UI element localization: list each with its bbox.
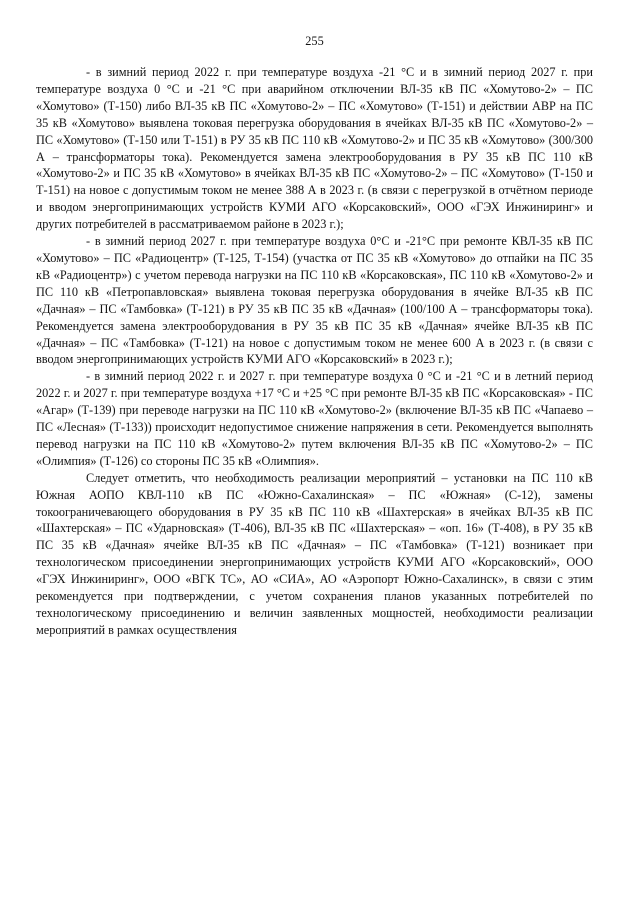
paragraph-dachnaya-overload: - в зимний период 2027 г. при температуре воздуха 0°С и -21°С при ремонте КВЛ-35 кВ ПС «Хомутово» – ПС «Радиоцентр» (Т-125, Т-154) (участка от ПС 35 кВ «Хомутово» до отпайки на ПС 35 кВ «Радиоцентр») с учетом перевода нагрузки на ПС 110 кВ «Корсаковская», ПС 110 кВ «Хомутово-2» и ПС 110 кВ «Петропавловская» выявлена токовая перегрузка оборудования в ячейке ВЛ-35 кВ ПС «Дачная» – ПС «Тамбовка» (Т-121) в РУ 35 кВ ПС 35 кВ «Дачная» (100/100 А – трансформаторы тока). Рекомендуется замена электрооборудования в РУ 35 кВ ПС 35 кВ «Дачная» ячейке ВЛ-35 кВ ПС «Дачная» – ПС «Тамбовка» (Т-121) на новое с допустимым током не менее 600 А в 2023 г. (в связи с вводом энергопринимающих устройств КУМИ АГО «Корсаковский» в 2023 г.); <box>36 234 593 367</box>
paragraph-voltage-drop: - в зимний период 2022 г. и 2027 г. при температуре воздуха 0 °С и -21 °С и в летний период 2022 г. и 2027 г. при температуре воздуха +17 °С и +25 °С при ремонте ВЛ-35 кВ ПС «Корсаковская» - ПС «Агар» (Т-139) при переводе нагрузки на ПС 110 кВ «Хомутово-2» (включение ВЛ-35 кВ ПС «Чапаево – ПС «Лесная» (Т-133)) происходит недопустимое снижение напряжения в сети. Рекомендуется выполнять перевод нагрузки на ПС 110 кВ «Хомутово-2» путем включения ВЛ-35 кВ ПС «Хомутово-2» – ПС «Олимпия» (Т-126) со стороны ПС 35 кВ «Олимпия». <box>36 369 593 468</box>
page-number: 255 <box>305 34 324 48</box>
paragraph-khomutovo-overload: - в зимний период 2022 г. при температуре воздуха -21 °С и в зимний период 2027 г. при температуре воздуха 0 °С и -21 °С при аварийном отключении ВЛ-35 кВ ПС «Хомутово-2» – ПС «Хомутово» (Т-150) либо ВЛ-35 кВ ПС «Хомутово-2» – ПС «Хомутово» (Т-151) и действии АВР на ПС 35 кВ «Хомутово» выявлена токовая перегрузка оборудования в ячейках ВЛ-35 кВ ПС «Хомутово-2» – ПС «Хомутово» (Т-150 или Т-151) в РУ 35 кВ ПС 110 кВ «Хомутово-2» и ПС 35 кВ «Хомутово» (300/300 А – трансформаторы тока). Рекомендуется замена электрооборудования в РУ 35 кВ ПС 110 кВ «Хомутово-2» и ПС 35 кВ «Хомутово» в ячейках ВЛ-35 кВ ПС «Хомутово-2» – ПС «Хомутово» (Т-150 и Т-151) на новое с допустимым током не менее 388 А в 2023 г. (в связи с перегрузкой в отчётном периоде и вводом энергопринимающих устройств КУМИ АГО «Корсаковский», ООО «ГЭХ Инжиниринг» и других потребителей в рассматриваемом районе в 2023 г.); <box>36 65 593 232</box>
paragraph-measures-note: Следует отметить, что необходимость реализации мероприятий – установки на ПС 110 кВ Южная АОПО КВЛ-110 кВ ПС «Южно-Сахалинская» – ПС «Южная» (С-12), замены токоограничевающего оборудования в РУ 35 кВ ПС 110 кВ «Шахтерская» в ячейках ВЛ-35 кВ ПС «Шахтерская» – ПС «Ударновская» (Т-406), ВЛ-35 кВ ПС «Шахтерская» – «оп. 16» (Т-408), в РУ 35 кВ ПС 35 кВ «Дачная» ячейке ВЛ-35 кВ ПС «Дачная» – ПС «Тамбовка» (Т-121) возникает при технологическом присоединении энергопринимающих устройств КУМИ АГО «Корсаковский», ООО «ГЭХ Инжиниринг», ООО «ВГК ТС», АО «СИА», АО «Аэропорт Южно-Сахалинск», в связи с этим рекомендуется при подтверждении, с учетом сохранения планов указанных потребителей по технологическому присоединению и величин заявленных мощностей, необходимости реализации мероприятий в рамках осуществления <box>36 470 593 637</box>
